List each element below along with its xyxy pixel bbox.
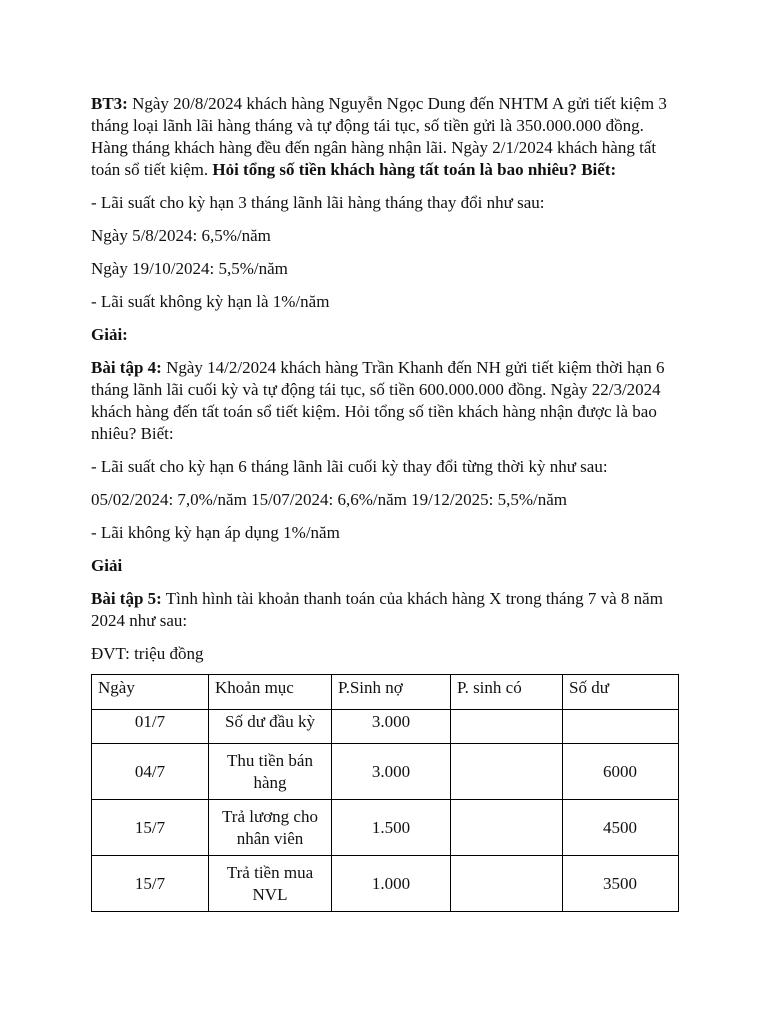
cell-date: 15/7 [92,856,209,912]
bt3-solution [91,324,681,346]
account-table [91,674,679,912]
bt4-text: Ngày 14/2/2024 khách hàng Trần Khanh đến NH gửi tiết kiệm thời hạn 6 tháng lãnh lãi cuối kỳ và tự động tái tục, số tiền 600.000.000 đồng. Ngày 22/3/2024 khách hàng đến tất toán sổ tiết kiệm. Hỏi tổng số tiền khách hàng nhận được là bao nhiêu? Biết: [91,358,665,443]
cell-date: 04/7 [92,744,209,800]
bt3-label: BT3: [91,94,128,113]
table-row [92,856,679,912]
bt3-line3: Ngày 19/10/2024: 5,5%/năm [91,259,288,278]
cell-balance [563,710,679,744]
bt4-line3: - Lãi không kỳ hạn áp dụng 1%/năm [91,523,340,542]
bt5-paragraph [91,588,681,632]
table-row [92,710,679,744]
bt3-line2: Ngày 5/8/2024: 6,5%/năm [91,226,271,245]
bt3-text: Ngày 20/8/2024 khách hàng Nguyễn Ngọc Dung đến NHTM A gửi tiết kiệm 3 tháng loại lãnh lãi hàng tháng và tự động tái tục, số tiền gửi là 350.000.000 đồng. Hàng tháng khách hàng đều đến ngân hàng nhận lãi. Ngày 2/1/2024 khách hàng tất toán sổ tiết kiệm. [91,94,667,179]
table-header-row [92,675,679,710]
cell-date: 01/7 [92,710,209,744]
bt4-line2: 05/02/2024: 7,0%/năm 15/07/2024: 6,6%/năm 19/12/2025: 5,5%/năm [91,490,567,509]
document-body [91,93,681,912]
cell-credit [451,710,563,744]
cell-balance: 6000 [563,744,679,800]
bt3-line1: - Lãi suất cho kỳ hạn 3 tháng lãnh lãi hàng tháng thay đổi như sau: [91,193,545,212]
cell-credit [451,856,563,912]
bt4-paragraph [91,357,681,445]
table-row [92,744,679,800]
cell-debit: 1.500 [332,800,451,856]
cell-item: Trả tiền mua NVL [209,856,332,912]
bt4-solution-label: Giải [91,556,123,575]
cell-debit: 3.000 [332,744,451,800]
cell-credit [451,800,563,856]
cell-item: Thu tiền bán hàng [209,744,332,800]
header-debit: P.Sinh nợ [332,675,451,710]
cell-date: 15/7 [92,800,209,856]
bt5-unit: ĐVT: triệu đồng [91,644,204,663]
cell-balance: 3500 [563,856,679,912]
cell-credit [451,744,563,800]
cell-balance: 4500 [563,800,679,856]
header-credit: P. sinh có [451,675,563,710]
bt5-text: Tình hình tài khoản thanh toán của khách hàng X trong tháng 7 và 8 năm 2024 như sau: [91,589,663,630]
header-item: Khoản mục [209,675,332,710]
cell-item: Số dư đầu kỳ [209,710,332,744]
cell-item: Trả lương cho nhân viên [209,800,332,856]
header-date: Ngày [92,675,209,710]
bt4-solution [91,555,681,577]
bt3-paragraph [91,93,681,181]
bt4-label: Bài tập 4: [91,358,162,377]
bt3-solution-label: Giải: [91,325,128,344]
bt5-label: Bài tập 5: [91,589,162,608]
bt3-question: Hỏi tổng số tiền khách hàng tất toán là bao nhiêu? Biết: [212,160,617,179]
bt4-line1: - Lãi suất cho kỳ hạn 6 tháng lãnh lãi cuối kỳ thay đổi từng thời kỳ như sau: [91,457,608,476]
table-row [92,800,679,856]
cell-debit: 1.000 [332,856,451,912]
cell-debit: 3.000 [332,710,451,744]
header-balance: Số dư [563,675,679,710]
bt3-line4: - Lãi suất không kỳ hạn là 1%/năm [91,292,330,311]
